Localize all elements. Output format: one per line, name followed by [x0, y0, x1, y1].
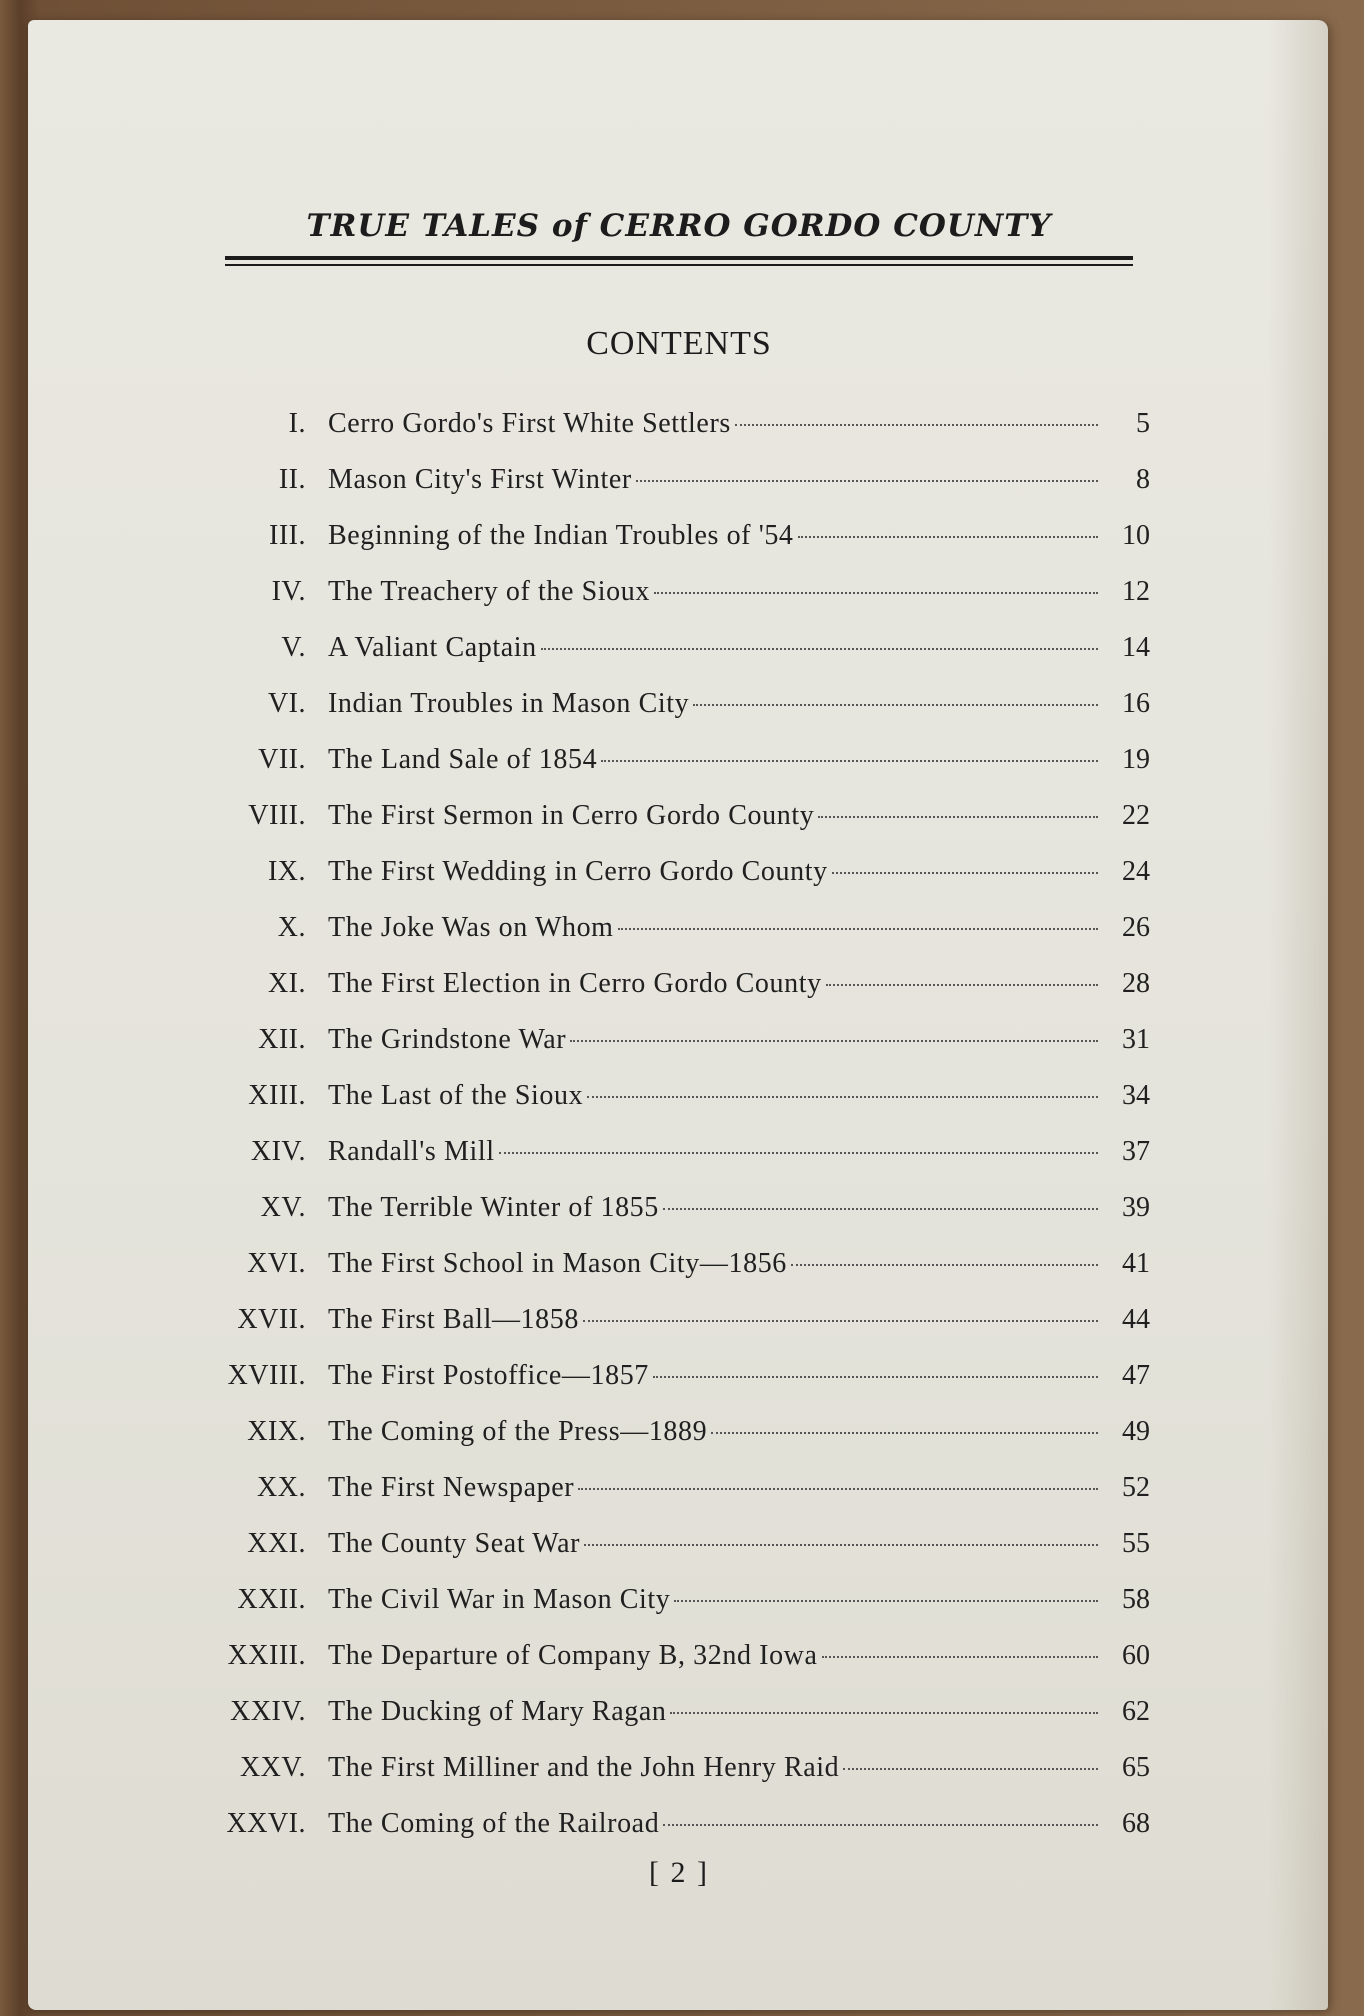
chapter-page-number: 47: [1122, 1360, 1150, 1391]
chapter-title: Randall's Mill: [328, 1136, 495, 1167]
dot-leader: [674, 1600, 1098, 1602]
contents-heading: CONTENTS: [586, 325, 772, 362]
toc-entry: [190, 520, 1150, 576]
chapter-title: Indian Troubles in Mason City: [328, 688, 690, 719]
chapter-title: The First Election in Cerro Gordo County: [328, 968, 822, 999]
page-number: [ 2 ]: [649, 1856, 709, 1889]
chapter-number: XVII.: [237, 1304, 306, 1335]
toc-entry: [190, 1584, 1150, 1640]
toc-entry: [190, 1136, 1150, 1192]
chapter-title: The Grindstone War: [328, 1024, 567, 1055]
toc-entry: [190, 1528, 1150, 1584]
running-header: TRUE TALES of CERRO GORDO COUNTY: [306, 208, 1052, 244]
toc-entry: [190, 1248, 1150, 1304]
chapter-number: VIII.: [248, 800, 306, 831]
chapter-title: A Valiant Captain: [328, 632, 537, 663]
dot-leader: [832, 872, 1098, 874]
dot-leader: [818, 816, 1098, 818]
toc-entry: [190, 1360, 1150, 1416]
chapter-title: The First Postoffice—1857: [328, 1360, 649, 1391]
chapter-number: XVIII.: [227, 1360, 306, 1391]
table-of-contents: [190, 408, 1150, 1864]
dot-leader: [843, 1768, 1098, 1770]
chapter-title: The Treachery of the Sioux: [328, 576, 650, 607]
dot-leader: [693, 704, 1098, 706]
chapter-page-number: 5: [1136, 408, 1150, 439]
chapter-title: The Coming of the Press—1889: [328, 1416, 708, 1447]
chapter-number: XXV.: [239, 1752, 306, 1783]
toc-entry: [190, 856, 1150, 912]
chapter-number: XIV.: [250, 1136, 306, 1167]
toc-entry: [190, 408, 1150, 464]
toc-entry: [190, 576, 1150, 632]
chapter-number: V.: [281, 632, 306, 663]
dot-leader: [653, 1376, 1098, 1378]
chapter-title: The First Sermon in Cerro Gordo County: [328, 800, 815, 831]
dot-leader: [636, 480, 1098, 482]
dot-leader: [583, 1320, 1098, 1322]
chapter-page-number: 31: [1122, 1024, 1150, 1055]
chapter-page-number: 22: [1122, 800, 1150, 831]
chapter-page-number: 58: [1122, 1584, 1150, 1615]
toc-entry: [190, 800, 1150, 856]
chapter-number: XXIV.: [230, 1696, 306, 1727]
chapter-number: IV.: [271, 576, 306, 607]
toc-entry: [190, 464, 1150, 520]
chapter-page-number: 16: [1122, 688, 1150, 719]
dot-leader: [499, 1152, 1098, 1154]
chapter-number: XXII.: [237, 1584, 306, 1615]
chapter-number: VII.: [258, 744, 306, 775]
chapter-number: I.: [288, 408, 306, 439]
dot-leader: [798, 536, 1098, 538]
chapter-page-number: 52: [1122, 1472, 1150, 1503]
chapter-page-number: 26: [1122, 912, 1150, 943]
chapter-title: The First Milliner and the John Henry Raid: [328, 1752, 840, 1783]
chapter-page-number: 28: [1122, 968, 1150, 999]
chapter-page-number: 37: [1122, 1136, 1150, 1167]
chapter-number: XIX.: [247, 1416, 306, 1447]
chapter-page-number: 39: [1122, 1192, 1150, 1223]
toc-entry: [190, 688, 1150, 744]
chapter-title: Beginning of the Indian Troubles of '54: [328, 520, 794, 551]
header-rule-thick: [225, 256, 1133, 260]
chapter-page-number: 12: [1122, 576, 1150, 607]
toc-entry: [190, 1024, 1150, 1080]
chapter-number: X.: [277, 912, 306, 943]
dot-leader: [541, 648, 1098, 650]
toc-entry: [190, 1696, 1150, 1752]
toc-entry: [190, 1304, 1150, 1360]
chapter-number: XVI.: [247, 1248, 306, 1279]
chapter-title: The Ducking of Mary Ragan: [328, 1696, 667, 1727]
chapter-title: The Terrible Winter of 1855: [328, 1192, 659, 1223]
header-rule-thin: [225, 264, 1133, 266]
toc-entry: [190, 1752, 1150, 1808]
chapter-number: XXVI.: [226, 1808, 306, 1839]
chapter-title: The County Seat War: [328, 1528, 581, 1559]
chapter-number: XI.: [267, 968, 306, 999]
chapter-number: III.: [269, 520, 306, 551]
chapter-page-number: 24: [1122, 856, 1150, 887]
chapter-title: The First Newspaper: [328, 1472, 575, 1503]
toc-entry: [190, 1080, 1150, 1136]
chapter-number: XXI.: [247, 1528, 306, 1559]
page-edge-shading: [1268, 20, 1328, 2010]
toc-entry: [190, 1640, 1150, 1696]
dot-leader: [735, 424, 1098, 426]
chapter-page-number: 49: [1122, 1416, 1150, 1447]
chapter-page-number: 8: [1136, 464, 1150, 495]
dot-leader: [654, 592, 1098, 594]
chapter-page-number: 19: [1122, 744, 1150, 775]
toc-entry: [190, 1192, 1150, 1248]
dot-leader: [663, 1208, 1098, 1210]
chapter-page-number: 41: [1122, 1248, 1150, 1279]
toc-entry: [190, 744, 1150, 800]
toc-entry: [190, 632, 1150, 688]
dot-leader: [601, 760, 1098, 762]
chapter-title: The First Wedding in Cerro Gordo County: [328, 856, 828, 887]
chapter-number: VI.: [267, 688, 306, 719]
chapter-number: XXIII.: [227, 1640, 306, 1671]
chapter-title: The Last of the Sioux: [328, 1080, 584, 1111]
dot-leader: [711, 1432, 1098, 1434]
chapter-title: The Departure of Company B, 32nd Iowa: [328, 1640, 818, 1671]
dot-leader: [791, 1264, 1098, 1266]
chapter-page-number: 65: [1122, 1752, 1150, 1783]
dot-leader: [570, 1040, 1098, 1042]
chapter-title: The Civil War in Mason City: [328, 1584, 671, 1615]
chapter-title: The Joke Was on Whom: [328, 912, 614, 943]
chapter-number: II.: [278, 464, 306, 495]
chapter-number: XII.: [258, 1024, 306, 1055]
chapter-page-number: 10: [1122, 520, 1150, 551]
toc-entry: [190, 1472, 1150, 1528]
dot-leader: [663, 1824, 1098, 1826]
dot-leader: [578, 1488, 1098, 1490]
chapter-page-number: 34: [1122, 1080, 1150, 1111]
toc-entry: [190, 912, 1150, 968]
chapter-title: The First Ball—1858: [328, 1304, 579, 1335]
toc-entry: [190, 968, 1150, 1024]
chapter-page-number: 14: [1122, 632, 1150, 663]
dot-leader: [618, 928, 1098, 930]
dot-leader: [584, 1544, 1098, 1546]
chapter-number: XV.: [260, 1192, 306, 1223]
chapter-number: XIII.: [248, 1080, 306, 1111]
toc-entry: [190, 1416, 1150, 1472]
chapter-page-number: 44: [1122, 1304, 1150, 1335]
chapter-title: The Coming of the Railroad: [328, 1808, 660, 1839]
chapter-page-number: 62: [1122, 1696, 1150, 1727]
chapter-number: IX.: [267, 856, 306, 887]
chapter-title: Cerro Gordo's First White Settlers: [328, 408, 731, 439]
dot-leader: [822, 1656, 1098, 1658]
chapter-page-number: 60: [1122, 1640, 1150, 1671]
chapter-title: The Land Sale of 1854: [328, 744, 598, 775]
chapter-title: The First School in Mason City—1856: [328, 1248, 787, 1279]
chapter-page-number: 55: [1122, 1528, 1150, 1559]
dot-leader: [670, 1712, 1098, 1714]
chapter-number: XX.: [257, 1472, 306, 1503]
chapter-title: Mason City's First Winter: [328, 464, 632, 495]
dot-leader: [587, 1096, 1098, 1098]
dot-leader: [826, 984, 1098, 986]
chapter-page-number: 68: [1122, 1808, 1150, 1839]
